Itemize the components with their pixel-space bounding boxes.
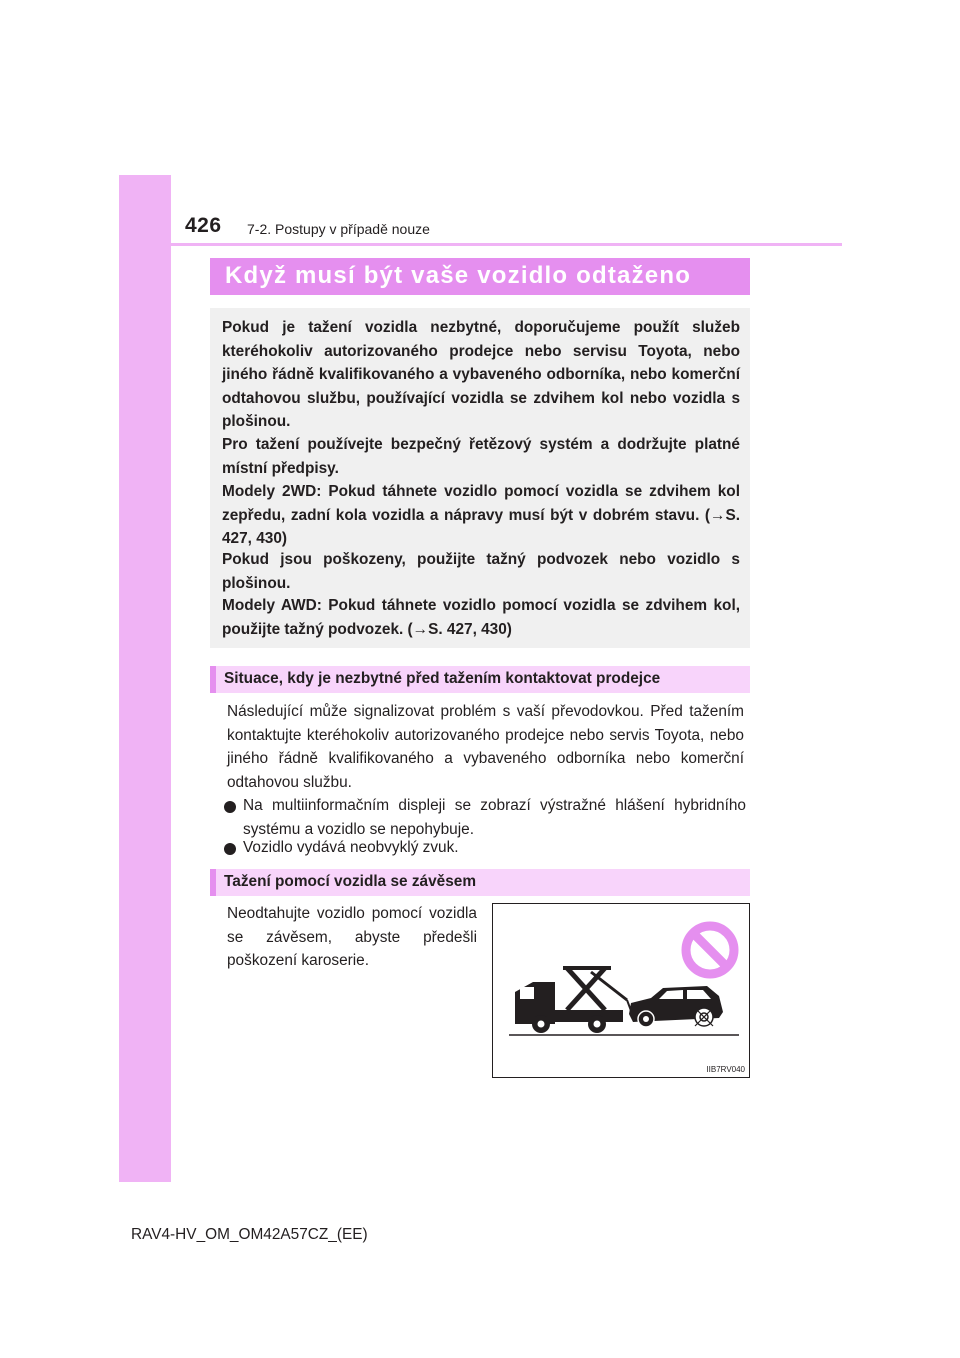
subhead-contact-dealer [210, 666, 750, 693]
page-number: 426 [185, 214, 222, 237]
towing-illustration [493, 904, 749, 1077]
bullet-dot [224, 801, 236, 813]
title-bar [210, 258, 750, 295]
info-paragraph-3: Modely 2WD: Pokud táhnete vozidlo pomocí vozidla se zdvihem kol zepředu, zadní kola vozidla a nápravy musí být v dobrém stavu. (→S. 427, 430) [222, 483, 740, 547]
bullet-dot [224, 843, 236, 855]
info-paragraph-2: Pro tažení používejte bezpečný řetězový systém a dodržujte platné místní předpisy. [222, 436, 740, 477]
subhead-tow-hook [210, 869, 750, 896]
towing-figure [492, 903, 750, 1078]
info-paragraph-4: Pokud jsou poškozeny, použijte tažný podvozek nebo vozidlo s plošinou. [222, 551, 740, 592]
side-tab [119, 175, 171, 1182]
footer-code: RAV4-HV_OM_OM42A57CZ_(EE) [131, 1226, 368, 1243]
subhead-text: Situace, kdy je nezbytné před tažením kontaktovat prodejce [224, 670, 661, 687]
subhead-marker [210, 869, 216, 896]
section-label: 7-2. Postupy v případě nouze [247, 221, 430, 237]
bullet-item [224, 836, 746, 860]
section2-text: Neodtahujte vozidlo pomocí vozidla se závěsem, abyste předešli poškození karoserie. [227, 905, 477, 969]
bullet-item [224, 794, 746, 841]
bullet-text: Vozidlo vydává neobvyklý zvuk. [243, 839, 459, 856]
subhead-marker [210, 666, 216, 693]
page-title: Když musí být vaše vozidlo odtaženo [225, 262, 692, 289]
header-rule [171, 243, 842, 246]
tow-truck-illustration [515, 968, 633, 1033]
bullet-text: Na multiinformačním displeji se zobrazí výstražné hlášení hybridního systému a vozidlo se nepohybuje. [243, 797, 746, 838]
prohibition-icon [686, 926, 734, 974]
info-paragraph-5: Modely AWD: Pokud táhnete vozidlo pomocí vozidla se zdvihem kol, použijte tažný podvozek. (→S. 427, 430) [222, 597, 740, 638]
figure-code: IIB7RV040 [706, 1065, 745, 1074]
subhead-text: Tažení pomocí vozidla se závěsem [224, 873, 477, 890]
info-paragraph-1: Pokud je tažení vozidla nezbytné, doporučujeme použít služeb kteréhokoliv autorizovaného prodejce nebo servisu Toyota, nebo jiného řádně kvalifikovaného a vybaveného odborníka, nebo komerční odtahovou službu, používající vozidla se zdvihem kol nebo vozidla s plošinou. [222, 319, 740, 430]
section1-intro: Následující může signalizovat problém s vaší převodovkou. Před tažením kontaktujte kteréhokoliv autorizovaného prodejce nebo servis Toyota, nebo jiného řádně kvalifikovaného a vybaveného odborníka nebo komerční odtahovou službu. [227, 703, 744, 791]
car-illustration [629, 986, 723, 1027]
info-box [210, 308, 750, 648]
